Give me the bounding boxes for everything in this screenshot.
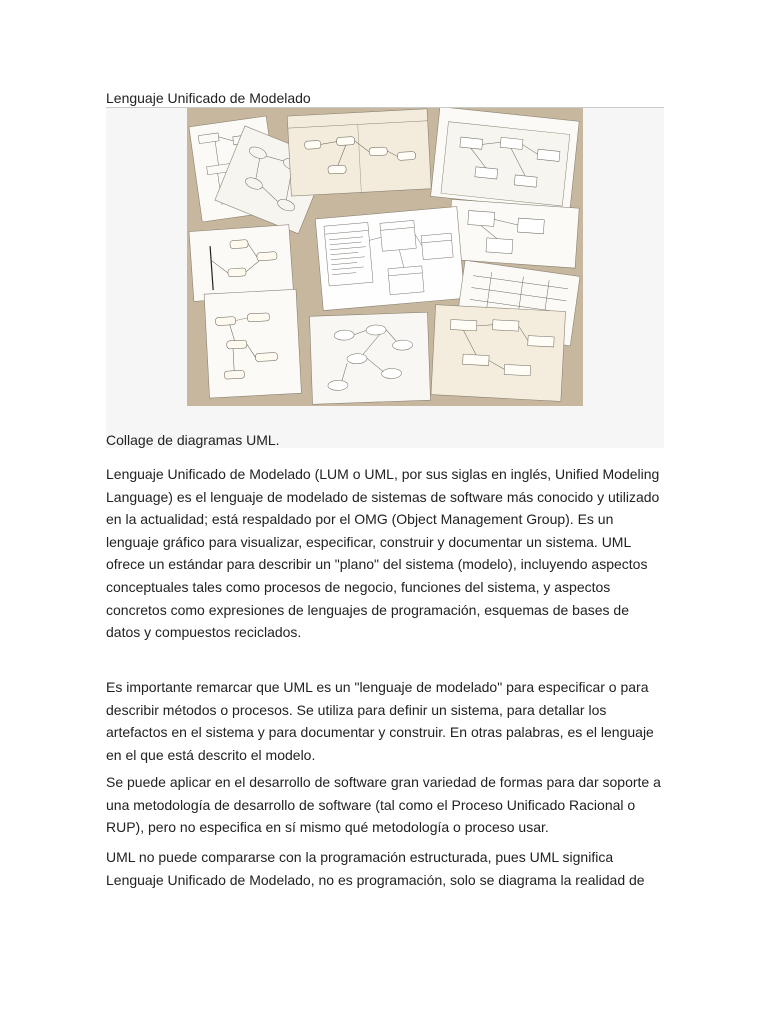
paragraph: UML no puede compararse con la programación estructurada, pues UML significa Lenguaje Unificado de Modelado, no es programación, solo se diagrama la realidad de <box>106 849 645 888</box>
figure-caption: Collage de diagramas UML. <box>106 432 280 448</box>
uml-collage-image <box>187 108 583 406</box>
paragraph: Es importante remarcar que UML es un "lenguaje de modelado" para especificar o para describir métodos o procesos. Se utiliza para definir un sistema, para detallar los artefactos en el sistema y para documentar y construir. En otras palabras, es el lenguaje en el que está descrito el modelo. <box>106 679 654 763</box>
paragraph: Se puede aplicar en el desarrollo de software gran variedad de formas para dar soporte a una metodología de desarrollo de software (tal como el Proceso Unificado Racional o RUP), pero no especifica en sí mismo qué metodología o proceso usar. <box>106 774 661 836</box>
paragraph: Lenguaje Unificado de Modelado (LUM o UML, por sus siglas en inglés, Unified Modeling Language) es el lenguaje de modelado de sistemas de software más conocido y utilizado en la actualidad; está respaldado por el OMG (Object Management Group). Es un lenguaje gráfico para visualizar, especificar, construir y documentar un sistema. UML ofrece un estándar para describir un "plano" del sistema (modelo), incluyendo aspectos conceptuales tales como procesos de negocio, funciones del sistema, y aspectos concretos como expresiones de lenguajes de programación, esquemas de bases de datos y compuestos reciclados. <box>106 466 660 641</box>
page-title: Lenguaje Unificado de Modelado <box>106 90 311 106</box>
